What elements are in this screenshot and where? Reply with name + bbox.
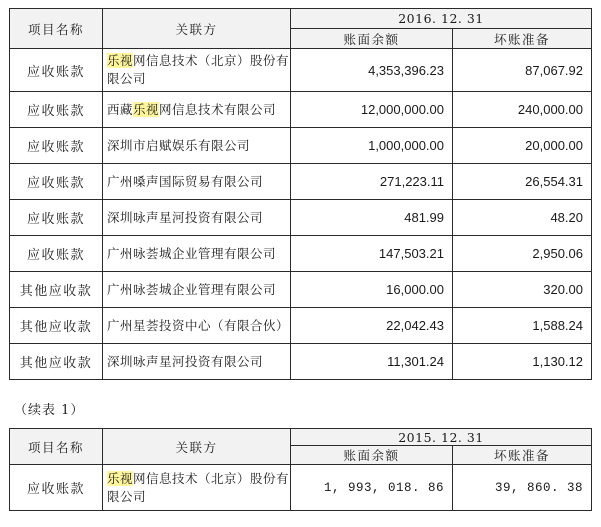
highlight-letv: 乐视 — [107, 53, 134, 68]
party-cell: 深圳咏声星河投资有限公司 — [103, 200, 291, 236]
bad-debt-cell: 48.20 — [453, 200, 592, 236]
table-row — [10, 308, 592, 344]
item-cell: 应收账款 — [10, 465, 103, 511]
header-related-party: 关联方 — [103, 429, 291, 465]
party-cell: 乐视网信息技术（北京）股份有限公司 — [103, 49, 291, 92]
party-cell: 乐视网信息技术（北京）股份有限公司 — [103, 465, 291, 511]
continued-table-label: （续表 1） — [14, 403, 85, 418]
header-date: 2015. 12. 31 — [291, 429, 592, 446]
table-row — [10, 200, 592, 236]
header-item-name: 项目名称 — [10, 9, 103, 49]
table-row — [10, 272, 592, 308]
item-cell: 其他应收款 — [10, 344, 103, 380]
party-cell: 广州星荟投资中心（有限合伙） — [103, 308, 291, 344]
party-cell: 西藏乐视网信息技术有限公司 — [103, 92, 291, 128]
balance-cell: 12,000,000.00 — [291, 92, 453, 128]
item-cell: 应收账款 — [10, 92, 103, 128]
balance-cell: 11,301.24 — [291, 344, 453, 380]
party-cell: 广州咏荟城企业管理有限公司 — [103, 272, 291, 308]
party-cell: 广州咏荟城企业管理有限公司 — [103, 236, 291, 272]
receivables-table-2015 — [9, 428, 592, 511]
table-row — [10, 164, 592, 200]
bad-debt-cell: 1,130.12 — [453, 344, 592, 380]
balance-cell: 147,503.21 — [291, 236, 453, 272]
receivables-table-2016 — [9, 8, 592, 380]
balance-cell: 22,042.43 — [291, 308, 453, 344]
bad-debt-cell: 240,000.00 — [453, 92, 592, 128]
header-item-name: 项目名称 — [10, 429, 103, 465]
party-cell: 深圳市启赋娱乐有限公司 — [103, 128, 291, 164]
party-cell: 深圳咏声星河投资有限公司 — [103, 344, 291, 380]
bad-debt-cell: 20,000.00 — [453, 128, 592, 164]
item-cell: 应收账款 — [10, 200, 103, 236]
item-cell: 应收账款 — [10, 164, 103, 200]
bad-debt-cell: 26,554.31 — [453, 164, 592, 200]
item-cell: 应收账款 — [10, 128, 103, 164]
balance-cell: 4,353,396.23 — [291, 49, 453, 92]
highlight-letv: 乐视 — [107, 470, 134, 486]
balance-cell: 271,223.11 — [291, 164, 453, 200]
table-row — [10, 344, 592, 380]
table-row — [10, 465, 592, 511]
table-row — [10, 49, 592, 92]
balance-cell: 1, 993, 018. 86 — [291, 465, 453, 511]
balance-cell: 481.99 — [291, 200, 453, 236]
header-date: 2016. 12. 31 — [291, 9, 592, 29]
bad-debt-cell: 320.00 — [453, 272, 592, 308]
bad-debt-cell: 39, 860. 38 — [453, 465, 592, 511]
item-cell: 应收账款 — [10, 236, 103, 272]
header-bad-debt: 坏账准备 — [453, 29, 592, 49]
item-cell: 其他应收款 — [10, 272, 103, 308]
table-row — [10, 128, 592, 164]
balance-cell: 1,000,000.00 — [291, 128, 453, 164]
balance-cell: 16,000.00 — [291, 272, 453, 308]
bad-debt-cell: 87,067.92 — [453, 49, 592, 92]
item-cell: 应收账款 — [10, 49, 103, 92]
party-cell: 广州嗓声国际贸易有限公司 — [103, 164, 291, 200]
table-row — [10, 236, 592, 272]
bad-debt-cell: 2,950.06 — [453, 236, 592, 272]
header-book-balance: 账面余额 — [291, 29, 453, 49]
highlight-letv: 乐视 — [133, 101, 160, 117]
header-related-party: 关联方 — [103, 9, 291, 49]
bad-debt-cell: 1,588.24 — [453, 308, 592, 344]
table-row — [10, 92, 592, 128]
header-book-balance: 账面余额 — [291, 446, 453, 465]
item-cell: 其他应收款 — [10, 308, 103, 344]
header-bad-debt: 坏账准备 — [453, 446, 592, 465]
